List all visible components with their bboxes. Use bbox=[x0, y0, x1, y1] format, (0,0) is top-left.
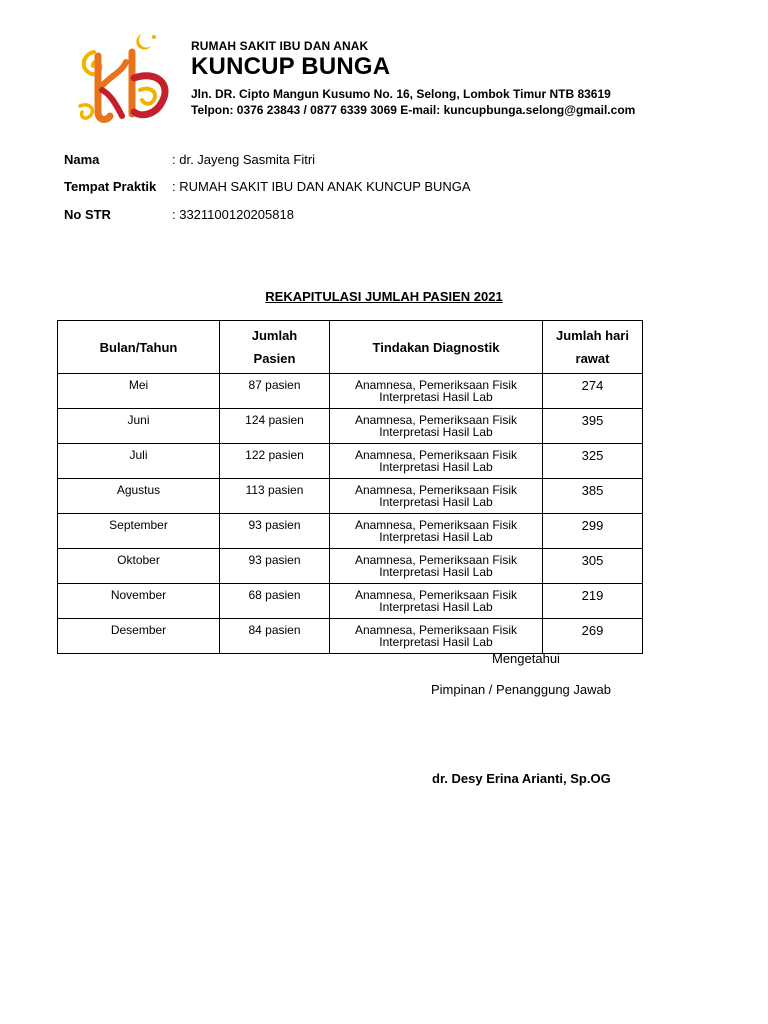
table-row bbox=[58, 619, 643, 654]
info-label: Nama bbox=[64, 152, 100, 167]
signatory-role: Pimpinan / Penanggung Jawab bbox=[431, 682, 611, 697]
info-value: : dr. Jayeng Sasmita Fitri bbox=[172, 152, 316, 167]
cell-days: 299 bbox=[543, 514, 643, 549]
cell-month: Desember bbox=[58, 619, 220, 654]
cell-count: 122 pasien bbox=[220, 444, 330, 479]
org-contact: Telpon: 0376 23843 / 0877 6339 3069 E-mail: kuncupbunga.selong@gmail.com bbox=[191, 103, 636, 117]
cell-month: Mei bbox=[58, 374, 220, 409]
cell-days: 269 bbox=[543, 619, 643, 654]
cell-count: 68 pasien bbox=[220, 584, 330, 619]
cell-days: 274 bbox=[543, 374, 643, 409]
patient-recap-table bbox=[57, 320, 643, 654]
cell-days: 305 bbox=[543, 549, 643, 584]
table-header-row bbox=[58, 321, 643, 374]
info-value: : 3321100120205818 bbox=[172, 207, 294, 222]
cell-diagnostic: Anamnesa, Pemeriksaan Fisik Interpretasi Hasil Lab bbox=[330, 549, 543, 584]
cell-count: 93 pasien bbox=[220, 549, 330, 584]
header-days: Jumlah hari rawat bbox=[543, 321, 643, 374]
cell-month: Agustus bbox=[58, 479, 220, 514]
table-row bbox=[58, 479, 643, 514]
cell-days: 385 bbox=[543, 479, 643, 514]
cell-month: September bbox=[58, 514, 220, 549]
cell-days: 219 bbox=[543, 584, 643, 619]
cell-diagnostic: Anamnesa, Pemeriksaan Fisik Interpretasi Hasil Lab bbox=[330, 584, 543, 619]
cell-diagnostic: Anamnesa, Pemeriksaan Fisik Interpretasi Hasil Lab bbox=[330, 514, 543, 549]
cell-count: 84 pasien bbox=[220, 619, 330, 654]
cell-diagnostic: Anamnesa, Pemeriksaan Fisik Interpretasi Hasil Lab bbox=[330, 374, 543, 409]
table-row bbox=[58, 549, 643, 584]
report-title: REKAPITULASI JUMLAH PASIEN 2021 bbox=[265, 289, 503, 304]
cell-count: 93 pasien bbox=[220, 514, 330, 549]
cell-month: Oktober bbox=[58, 549, 220, 584]
cell-diagnostic: Anamnesa, Pemeriksaan Fisik Interpretasi Hasil Lab bbox=[330, 479, 543, 514]
cell-days: 395 bbox=[543, 409, 643, 444]
header-diagnostic: Tindakan Diagnostik bbox=[330, 321, 543, 374]
cell-diagnostic: Anamnesa, Pemeriksaan Fisik Interpretasi Hasil Lab bbox=[330, 444, 543, 479]
star-dot-icon bbox=[152, 35, 156, 39]
cell-month: November bbox=[58, 584, 220, 619]
table-row bbox=[58, 409, 643, 444]
table-row bbox=[58, 444, 643, 479]
acknowledged-label: Mengetahui bbox=[492, 651, 560, 666]
signatory-name: dr. Desy Erina Arianti, Sp.OG bbox=[432, 771, 611, 786]
cell-count: 124 pasien bbox=[220, 409, 330, 444]
table-row bbox=[58, 584, 643, 619]
cell-month: Juli bbox=[58, 444, 220, 479]
table-row bbox=[58, 374, 643, 409]
cell-month: Juni bbox=[58, 409, 220, 444]
org-type: RUMAH SAKIT IBU DAN ANAK bbox=[191, 39, 369, 53]
header-count: Jumlah Pasien bbox=[220, 321, 330, 374]
table-row bbox=[58, 514, 643, 549]
cell-count: 87 pasien bbox=[220, 374, 330, 409]
info-label: No STR bbox=[64, 207, 111, 222]
org-name: KUNCUP BUNGA bbox=[191, 53, 391, 80]
info-value: : RUMAH SAKIT IBU DAN ANAK KUNCUP BUNGA bbox=[172, 179, 471, 194]
cell-diagnostic: Anamnesa, Pemeriksaan Fisik Interpretasi Hasil Lab bbox=[330, 409, 543, 444]
header-month: Bulan/Tahun bbox=[58, 321, 220, 374]
cell-days: 325 bbox=[543, 444, 643, 479]
crescent-icon bbox=[136, 34, 151, 50]
hospital-logo bbox=[76, 32, 178, 126]
info-label: Tempat Praktik bbox=[64, 179, 157, 194]
org-address: Jln. DR. Cipto Mangun Kusumo No. 16, Selong, Lombok Timur NTB 83619 bbox=[191, 87, 611, 101]
cell-diagnostic: Anamnesa, Pemeriksaan Fisik Interpretasi Hasil Lab bbox=[330, 619, 543, 654]
cell-count: 113 pasien bbox=[220, 479, 330, 514]
